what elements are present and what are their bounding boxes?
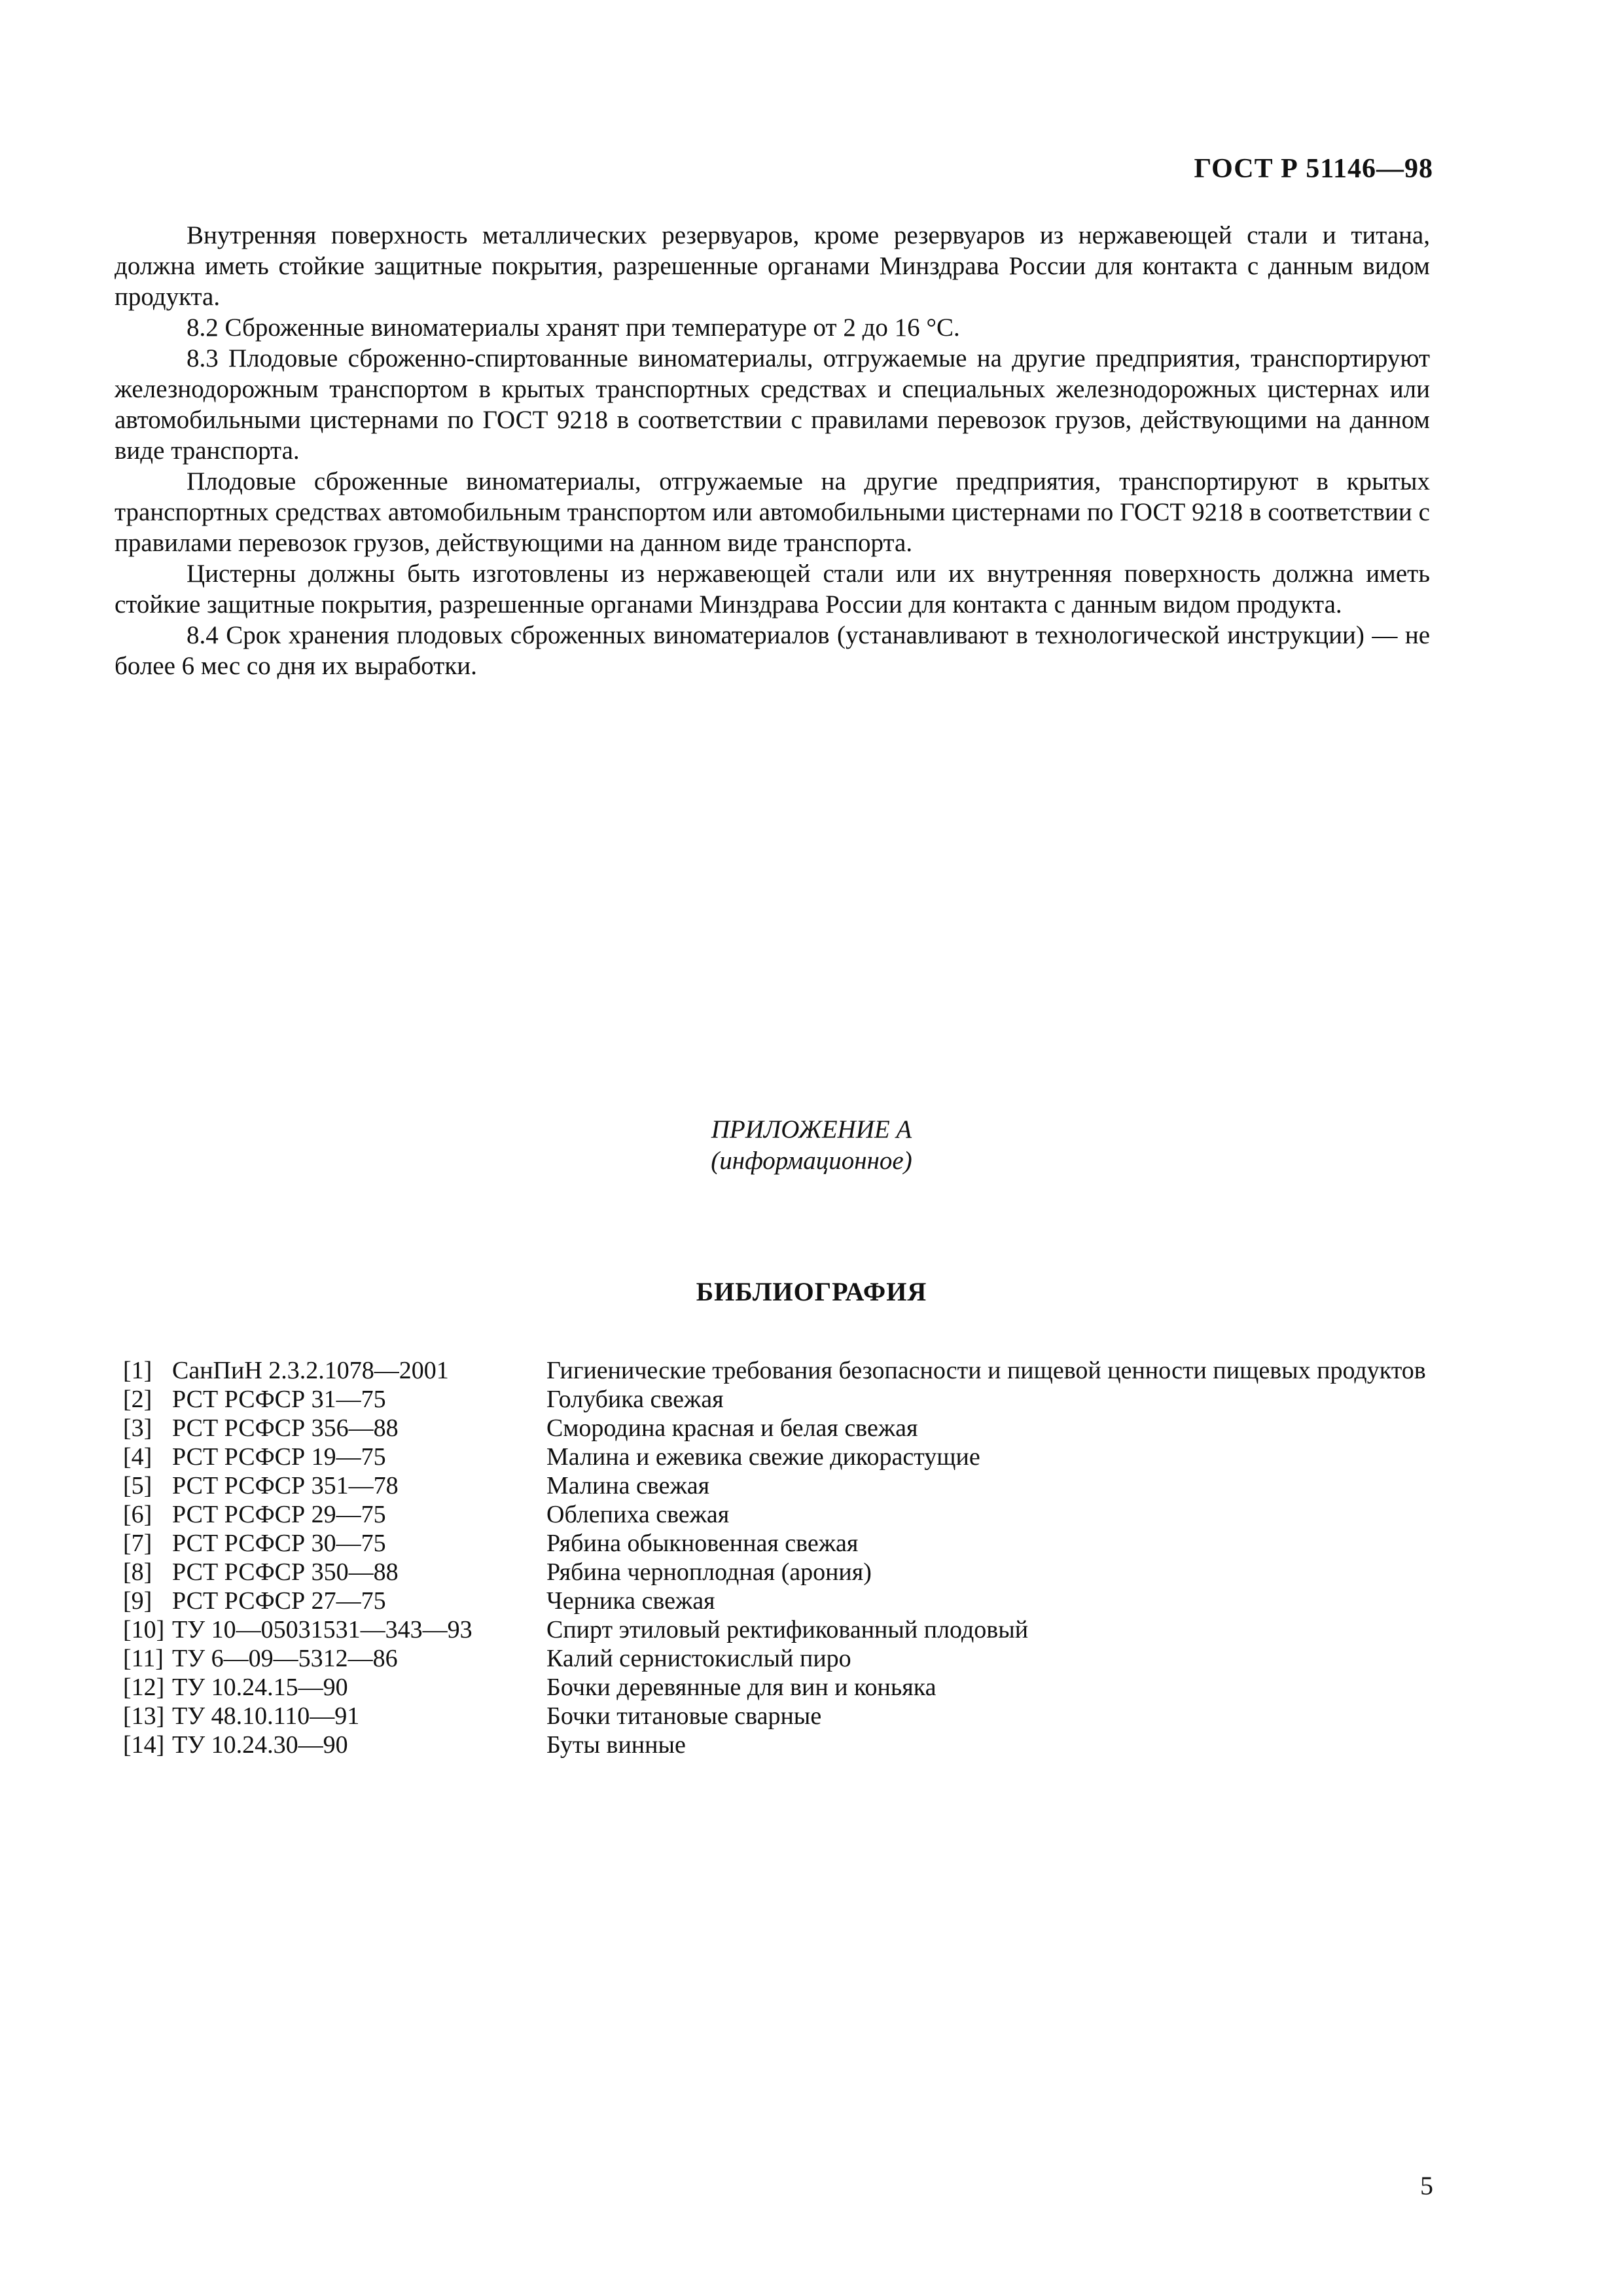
paragraph: Цистерны должны быть изготовлены из нержавеющей стали или их внутренняя поверхность должна иметь стойкие защитные покрытия, разрешенные органами Минздрава России для контакта с данным видом продукта.: [115, 560, 1430, 619]
bibliography-item-title: Рябина обыкновенная свежая: [546, 1530, 859, 1557]
bibliography-item: [123, 1414, 1432, 1443]
bibliography-item: [123, 1385, 1432, 1414]
bibliography-heading: БИБЛИОГРАФИЯ: [696, 1277, 927, 1306]
bibliography-item-number: [13]: [123, 1702, 165, 1730]
bibliography-item-code: РСТ РСФСР 30—75: [172, 1530, 386, 1557]
paragraph: 8.2 Сброженные виноматериалы хранят при температуре от 2 до 16 °С.: [187, 314, 960, 342]
bibliography-item-code: РСТ РСФСР 31—75: [172, 1386, 386, 1413]
bibliography-item-number: [1]: [123, 1357, 152, 1384]
bibliography-item-code: РСТ РСФСР 356—88: [172, 1414, 399, 1442]
bibliography-item-number: [5]: [123, 1472, 152, 1499]
bibliography-item-code: ТУ 6—09—5312—86: [172, 1645, 398, 1672]
page-number: 5: [1420, 2171, 1433, 2200]
bibliography-item: [123, 1673, 1432, 1702]
bibliography-item-code: РСТ РСФСР 350—88: [172, 1558, 399, 1586]
document-code: ГОСТ Р 51146—98: [1194, 154, 1433, 184]
bibliography-item: [123, 1558, 1432, 1587]
bibliography-item-title: Черника свежая: [546, 1587, 715, 1615]
bibliography-item-title: Бочки деревянные для вин и коньяка: [546, 1674, 936, 1701]
appendix-title: ПРИЛОЖЕНИЕ А: [711, 1115, 912, 1143]
bibliography-item: [123, 1731, 1432, 1759]
bibliography-item-code: РСТ РСФСР 29—75: [172, 1501, 386, 1528]
bibliography-item-number: [11]: [123, 1645, 164, 1672]
bibliography-item-title: Облепиха свежая: [546, 1501, 730, 1528]
paragraph: Внутренняя поверхность металлических резервуаров, кроме резервуаров из нержавеющей стали и титана, должна иметь стойкие защитные покрытия, разрешенные органами Минздрава России для контакта с данным видом продукта.: [115, 221, 1430, 311]
bibliography-item-code: РСТ РСФСР 27—75: [172, 1587, 386, 1615]
paragraph: 8.3 Плодовые сброженно-спиртованные виноматериалы, отгружаемые на другие предприятия, транспортируют железнодорожным транспортом в крытых транспортных средствах и специальных железнодорожных цистернах или автомобильными цистернами по ГОСТ 9218 в соответствии с правилами перевозок грузов, действующими на данном виде транспорта.: [115, 344, 1430, 465]
bibliography-item-code: ТУ 10—05031531—343—93: [172, 1616, 473, 1643]
bibliography-item-number: [10]: [123, 1616, 165, 1643]
bibliography-list: [123, 1356, 1432, 1759]
bibliography-item-number: [6]: [123, 1501, 152, 1528]
bibliography-item-code: ТУ 48.10.110—91: [172, 1702, 360, 1730]
bibliography-item-title: Калий сернистокислый пиро: [546, 1645, 851, 1672]
bibliography-item: [123, 1500, 1432, 1529]
bibliography-item-number: [3]: [123, 1414, 152, 1442]
bibliography-item-code: РСТ РСФСР 351—78: [172, 1472, 399, 1499]
bibliography-item-title: Бочки титановые сварные: [546, 1702, 822, 1730]
bibliography-item-title: Малина свежая: [546, 1472, 710, 1499]
bibliography-item-title: Спирт этиловый ректификованный плодовый: [546, 1616, 1029, 1643]
bibliography-item-number: [8]: [123, 1558, 152, 1586]
bibliography-item: [123, 1471, 1432, 1500]
appendix-heading: [0, 1114, 1623, 1177]
bibliography-item-title: Голубика свежая: [546, 1386, 724, 1413]
paragraph: 8.4 Срок хранения плодовых сброженных виноматериалов (устанавливают в технологической инструкции) — не более 6 мес со дня их выработки.: [115, 621, 1430, 680]
bibliography-item-number: [12]: [123, 1674, 165, 1701]
bibliography-item-title: Смородина красная и белая свежая: [546, 1414, 918, 1442]
bibliography-item-title: Рябина черноплодная (арония): [546, 1558, 872, 1586]
bibliography-item: [123, 1587, 1432, 1615]
paragraph: Плодовые сброженные виноматериалы, отгружаемые на другие предприятия, транспортируют в крытых транспортных средствах автомобильным транспортом или автомобильными цистернами по ГОСТ 9218 в соответствии с правилами перевозок грузов, действующими на данном виде транспорта.: [115, 467, 1430, 557]
bibliography-item-code: ТУ 10.24.30—90: [172, 1731, 348, 1759]
bibliography-item-code: РСТ РСФСР 19—75: [172, 1443, 386, 1471]
bibliography-item-title: Малина и ежевика свежие дикорастущие: [546, 1443, 980, 1471]
bibliography-item-number: [14]: [123, 1731, 165, 1759]
bibliography-item: [123, 1615, 1432, 1644]
bibliography-item-number: [4]: [123, 1443, 152, 1471]
bibliography-item-title: Буты винные: [546, 1731, 686, 1759]
bibliography-item: [123, 1356, 1432, 1385]
bibliography-item-number: [2]: [123, 1386, 152, 1413]
bibliography-item: [123, 1443, 1432, 1471]
bibliography-item-number: [9]: [123, 1587, 152, 1615]
appendix-subtitle: (информационное): [711, 1147, 912, 1175]
bibliography-item: [123, 1529, 1432, 1558]
bibliography-item: [123, 1644, 1432, 1673]
bibliography-item-code: ТУ 10.24.15—90: [172, 1674, 348, 1701]
bibliography-item-number: [7]: [123, 1530, 152, 1557]
body-text: [115, 220, 1430, 681]
bibliography-item-code: СанПиН 2.3.2.1078—2001: [172, 1357, 449, 1384]
bibliography-item: [123, 1702, 1432, 1731]
bibliography-item-title: Гигиенические требования безопасности и пищевой ценности пищевых продуктов: [546, 1357, 1426, 1384]
